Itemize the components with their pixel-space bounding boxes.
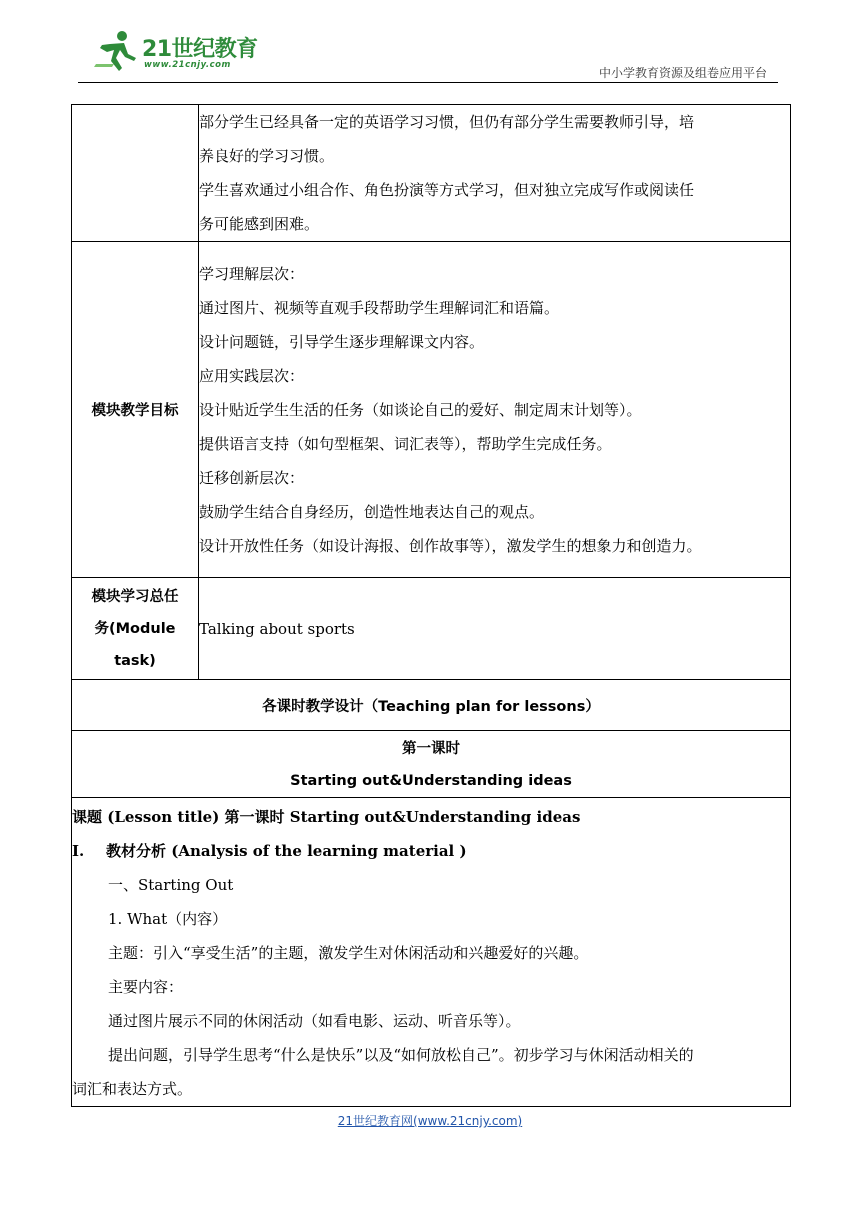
text-line: 鼓励学生结合自身经历，创造性地表达自己的观点。: [199, 502, 545, 521]
table-row: [72, 578, 791, 680]
objectives-label: 模块教学目标: [72, 242, 199, 578]
text-line: 提供语言支持（如句型框架、词汇表等），帮助学生完成任务。: [199, 434, 612, 453]
section-title: 教材分析 (Analysis of the learning material ): [106, 842, 467, 860]
logo-text: 21世纪教育: [142, 37, 258, 62]
footer-link[interactable]: 21世纪教育网(www.21cnjy.com): [337, 1114, 523, 1128]
label-line: 务(Module: [94, 620, 176, 637]
empty-label-cell: [72, 105, 199, 242]
text-line: 一、Starting Out: [108, 876, 234, 894]
objectives-cell: [199, 242, 791, 578]
lesson-name: Starting out&Understanding ideas: [290, 773, 572, 789]
label-line: task): [114, 652, 156, 669]
platform-name: 中小学教育资源及组卷应用平台: [598, 66, 767, 80]
header-divider: [78, 82, 778, 83]
text-line: 提出问题，引导学生思考“什么是快乐”以及“如何放松自己”。初步学习与休闲活动相关的: [108, 1046, 694, 1064]
lesson-header-cell: [72, 731, 791, 798]
text-line: 务可能感到困难。: [199, 215, 320, 233]
text-line: 设计贴近学生生活的任务（如谈论自己的爱好、制定周末计划等）。: [199, 400, 642, 419]
lesson-number: 第一课时: [402, 741, 460, 757]
text-line: 养良好的学习习惯。: [199, 147, 335, 165]
text-line: 1. What（内容）: [108, 910, 228, 928]
logo-url: www.21cnjy.com: [144, 60, 231, 70]
page-header: [0, 0, 860, 90]
lesson-plan-table: [71, 104, 791, 1107]
text-line: 通过图片、视频等直观手段帮助学生理解词汇和语篇。: [199, 298, 560, 317]
table-row: [72, 105, 791, 242]
teaching-plan-title: 各课时教学设计（Teaching plan for lessons）: [72, 680, 791, 731]
text-line: 通过图片展示不同的休闲活动（如看电影、运动、听音乐等）。: [108, 1012, 521, 1030]
text-line: 主要内容：: [108, 978, 184, 996]
text-line: 主题：引入“享受生活”的主题，激发学生对休闲活动和兴趣爱好的兴趣。: [108, 944, 589, 962]
text-line: 应用实践层次：: [199, 366, 305, 385]
text-line: 迁移创新层次：: [199, 468, 305, 487]
table-row: [72, 731, 791, 798]
text-line: 设计问题链，引导学生逐步理解课文内容。: [199, 332, 485, 351]
text-line: 设计开放性任务（如设计海报、创作故事等），激发学生的想象力和创造力。: [199, 536, 702, 555]
text-line: 词汇和表达方式。: [72, 1080, 193, 1098]
runner-logo-icon: [92, 28, 140, 76]
module-task-value: Talking about sports: [199, 578, 791, 680]
lesson-title: 课题 (Lesson title) 第一课时 Starting out&Understanding ideas: [72, 808, 581, 826]
logo: [92, 26, 262, 78]
label-line: 模块学习总任: [91, 588, 179, 605]
table-row: [72, 798, 791, 1107]
lesson-body-cell: [72, 798, 791, 1107]
module-task-label: [72, 578, 199, 680]
text-line: 学习理解层次：: [199, 264, 305, 283]
table-row: [72, 242, 791, 578]
table-row: [72, 680, 791, 731]
text-line: 部分学生已经具备一定的英语学习习惯，但仍有部分学生需要教师引导，培: [199, 113, 695, 131]
text-line: 学生喜欢通过小组合作、角色扮演等方式学习，但对独立完成写作或阅读任: [199, 181, 695, 199]
section-heading: [72, 834, 790, 868]
section-number: I.: [72, 842, 85, 860]
learner-analysis-cell: [199, 105, 791, 242]
